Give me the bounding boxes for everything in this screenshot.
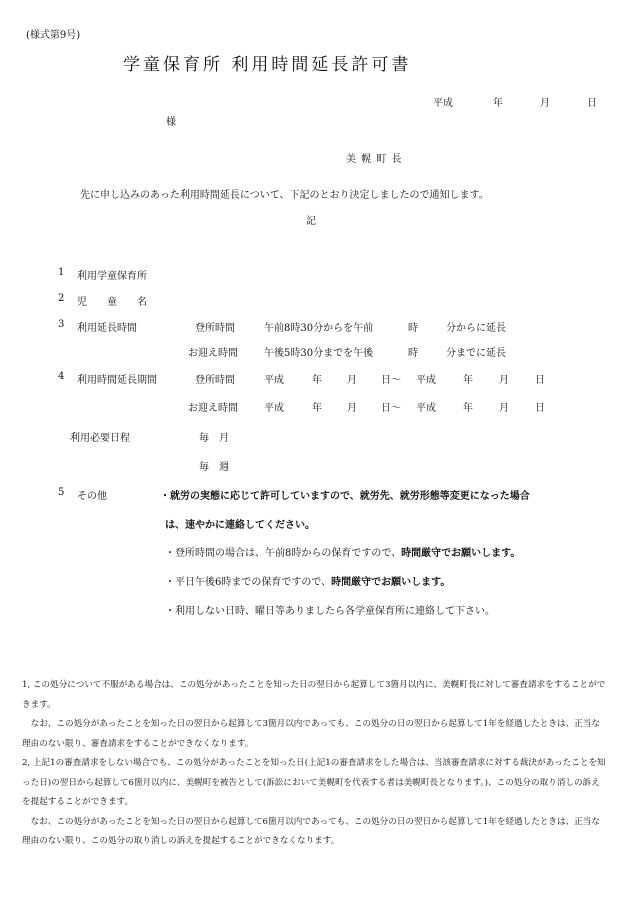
item3-number: 3 [58, 319, 65, 330]
recipient-suffix: 様 [166, 117, 176, 128]
item4-dropoff-m1: 月 [347, 375, 357, 386]
notice-bullet-1-line1: ・就労の実態に応じて許可していますので、就労先、就労形態等変更になった場合 [160, 491, 530, 502]
legal-note-2: 2, 上記1の審査請求をしない場合でも、この処分があったことを知った日(上記1の審査請求をした場合は、当該審査請求に対する裁決があったことを知った日)の翌日から起算して6箇月以内に、美幌町を被告として(訴訟において美幌町を代表する者は美幌町長となります。)、この処分の取り消しの訴えを提起することができます。 [22, 758, 606, 807]
item4-dropoff-d1: 日〜 [381, 375, 401, 386]
item3-dropoff-suffix: 分からに延長 [446, 323, 506, 334]
item1-label: 利用学童保育所 [77, 271, 147, 282]
schedule-label: 利用必要日程 [70, 433, 130, 444]
item4-pickup-y1: 年 [312, 403, 322, 414]
item4-pickup-era1: 平成 [264, 403, 284, 414]
item4-label: 利用時間延長期間 [77, 375, 157, 386]
issuer: 美 幌 町 長 [346, 154, 403, 165]
date-era: 平成 [433, 98, 453, 109]
item2-label: 児 童 名 [77, 297, 147, 308]
item4-dropoff-era1: 平成 [264, 375, 284, 386]
item4-dropoff-label: 登所時間 [195, 375, 235, 386]
notice-bullet-3-text: ・平日午後6時までの保育ですので、 [165, 577, 332, 588]
item4-dropoff-y2: 年 [463, 375, 473, 386]
intro-text: 先に申し込みのあった利用時間延長について、下記のとおり決定しましたので通知します。 [80, 190, 489, 201]
item5-number: 5 [58, 487, 65, 498]
legal-notes [22, 676, 608, 852]
date-month: 月 [540, 98, 550, 109]
issue-date [433, 94, 597, 109]
item4-dropoff-y1: 年 [312, 375, 322, 386]
item3-dropoff-label: 登所時間 [195, 323, 235, 334]
item1-number: 1 [58, 267, 65, 278]
item4-pickup-era2: 平成 [416, 403, 436, 414]
item4-pickup-label: お迎え時間 [188, 403, 238, 414]
item4-dropoff-m2: 月 [499, 375, 509, 386]
item4-pickup-m2: 月 [499, 403, 509, 414]
notice-bullet-3-emphasis: 時間厳守でお願いします。 [331, 577, 451, 588]
item4-dropoff-d2: 日 [535, 375, 545, 386]
legal-note-1-supplement: なお、この処分があったことを知った日の翌日から起算して3箇月以内であっても、この処分の日の翌日から起算して1年を経過したときは、正当な理由のない限り、審査請求をすることができなくなります。 [22, 719, 600, 749]
ki-heading: 記 [306, 216, 316, 227]
form-number: (様式第9号) [26, 30, 81, 41]
notice-bullet-2-text: ・登所時間の場合は、午前8時からの保育ですので、 [165, 548, 402, 559]
item2-number: 2 [58, 293, 65, 304]
notice-bullet-3 [165, 573, 450, 588]
item3-pickup-hour: 時 [408, 348, 418, 359]
notice-bullet-1-line2: は、速やかに連絡してください。 [165, 520, 315, 531]
item3-pickup-text: 午後5時30分までを午後 [264, 348, 374, 359]
item3-dropoff-hour: 時 [408, 323, 418, 334]
item4-pickup-d1: 日〜 [381, 403, 401, 414]
item4-dropoff-era2: 平成 [416, 375, 436, 386]
legal-note-2-supplement: なお、この処分があったことを知った日の翌日から起算して6箇月以内であっても、この処分の日の翌日から起算して1年を経過したときは、正当な理由のない限り、この処分の取り消しの訴えを提起することができなくなります。 [22, 816, 600, 846]
item4-pickup-m1: 月 [347, 403, 357, 414]
item3-pickup-label: お迎え時間 [188, 348, 238, 359]
item4-number: 4 [58, 371, 65, 382]
schedule-monthly: 毎 月 [199, 433, 229, 444]
notice-bullet-2-emphasis: 時間厳守でお願いします。 [401, 548, 521, 559]
notice-bullet-4: ・利用しない日時、曜日等ありましたら各学童保育所に連絡して下さい。 [165, 606, 495, 617]
schedule-weekly: 毎 週 [199, 462, 229, 473]
legal-note-1: 1, この処分について不服がある場合は、この処分があったことを知った日の翌日から起算して3箇月以内に、美幌町長に対して審査請求をすることができます。 [22, 680, 606, 710]
notice-bullet-2 [165, 544, 520, 559]
item4-pickup-y2: 年 [463, 403, 473, 414]
date-year: 年 [493, 98, 503, 109]
date-day: 日 [587, 98, 597, 109]
item4-pickup-d2: 日 [535, 403, 545, 414]
item3-pickup-suffix: 分までに延長 [446, 348, 506, 359]
document-title: 学童保育所 利用時間延長許可書 [123, 55, 412, 75]
item3-dropoff-text: 午前8時30分からを午前 [264, 323, 374, 334]
item5-label: その他 [77, 491, 107, 502]
item3-label: 利用延長時間 [77, 323, 137, 334]
